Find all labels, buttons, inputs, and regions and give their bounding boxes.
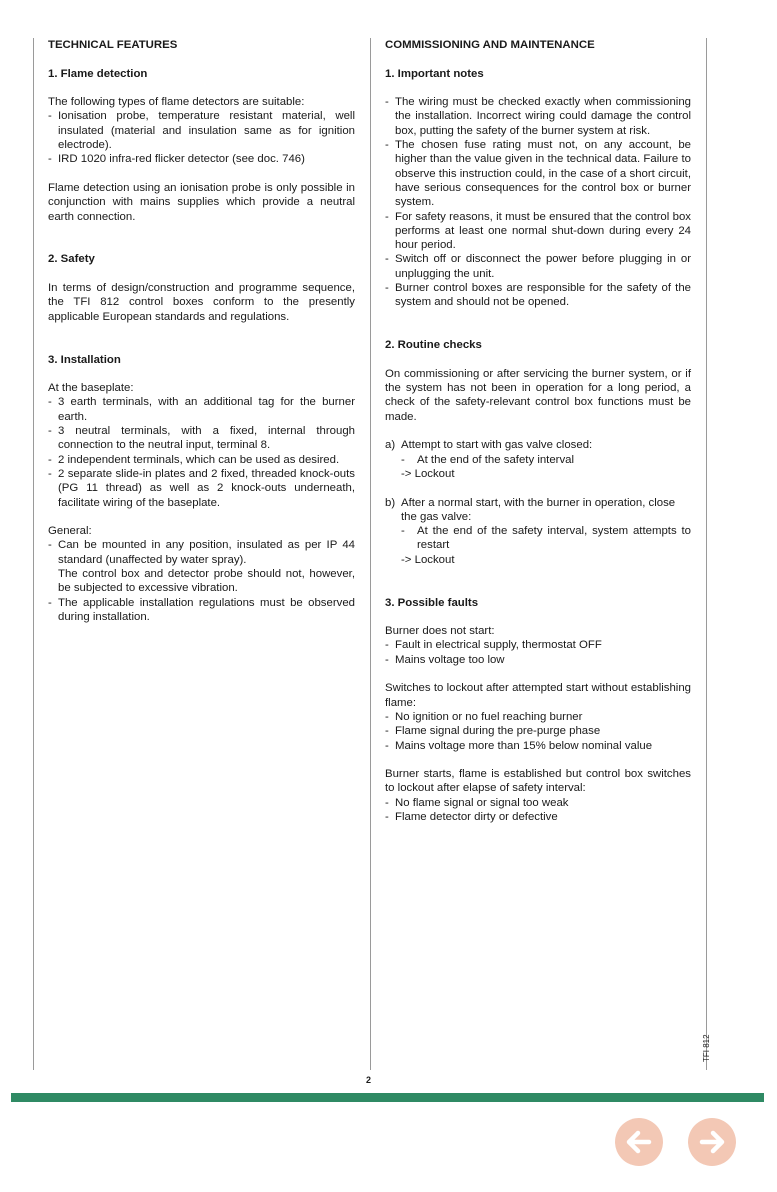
list-item: - Ionisation probe, temperature resistant material, well insulated (material and insulation same as for ignition electrode). bbox=[48, 109, 355, 152]
left-margin-rule bbox=[33, 38, 34, 1070]
list-item: - 2 independent terminals, which can be used as desired. bbox=[48, 453, 355, 467]
list-item: - Burner control boxes are responsible for the safety of the system and should not be opened. bbox=[385, 281, 691, 310]
list-item: - Fault in electrical supply, thermostat OFF bbox=[385, 638, 691, 652]
list-item: - 2 separate slide-in plates and 2 fixed, threaded knock-outs (PG 11 thread) as well as 2 knock-outs underneath, facilitate wiring of the baseplate. bbox=[48, 467, 355, 510]
check-a-text: Attempt to start with gas valve closed: bbox=[401, 439, 593, 452]
arrow-left-icon bbox=[615, 1118, 663, 1166]
arrow-right-icon bbox=[688, 1118, 736, 1166]
fault-group-1-list bbox=[385, 638, 691, 667]
check-a-result: -> Lockout bbox=[401, 467, 455, 480]
page-number: 2 bbox=[366, 1075, 372, 1085]
fault-group-3-list bbox=[385, 796, 691, 825]
list-item-text: Can be mounted in any position, insulated as per IP 44 standard (unaffected by water spray). bbox=[58, 539, 355, 566]
check-b-step: - At the end of the safety interval, system attempts to restart bbox=[385, 524, 691, 553]
list-item: - No ignition or no fuel reaching burner bbox=[385, 710, 691, 724]
fault-group-2-label: Switches to lockout after attempted start without establishing flame: bbox=[385, 682, 691, 709]
list-item: - The wiring must be checked exactly when commissioning the installation. Incorrect wiring could damage the control box, putting the safety of the burner system at risk. bbox=[385, 95, 691, 138]
flame-detection-intro: The following types of flame detectors are suitable: bbox=[48, 96, 305, 109]
column-divider-rule bbox=[370, 38, 371, 1070]
heading-routine-checks: 2. Routine checks bbox=[385, 339, 482, 352]
list-item: - The applicable installation regulations must be observed during installation. bbox=[48, 596, 355, 625]
fault-group-3-label: Burner starts, flame is established but control box switches to lockout after elapse of safety interval: bbox=[385, 768, 691, 795]
check-b-text: After a normal start, with the burner in operation, close the gas valve: bbox=[401, 496, 676, 523]
check-a-step: - At the end of the safety interval bbox=[385, 453, 691, 467]
section-title-commissioning: COMMISSIONING AND MAINTENANCE bbox=[385, 39, 595, 51]
list-item: - Flame detector dirty or defective bbox=[385, 810, 691, 824]
flame-detector-list bbox=[48, 109, 355, 166]
check-b bbox=[385, 496, 691, 525]
safety-text: In terms of design/construction and programme sequence, the TFI 812 control boxes conform to the presently applicable European standards and regulations. bbox=[48, 282, 355, 323]
section-title-technical-features: TECHNICAL FEATURES bbox=[48, 39, 178, 51]
next-page-button[interactable] bbox=[688, 1118, 736, 1166]
general-label: General: bbox=[48, 525, 92, 538]
heading-possible-faults: 3. Possible faults bbox=[385, 596, 479, 609]
footer-bar bbox=[11, 1093, 764, 1102]
previous-page-button[interactable] bbox=[615, 1118, 663, 1166]
flame-detection-note: Flame detection using an ionisation probe is only possible in conjunction with mains supplies which provide a neutral earth connection. bbox=[48, 181, 355, 223]
list-item: - The chosen fuse rating must not, on any account, be higher than the value given in the technical data. Failure to observe this instruction could, in the case of a short circuit, have serious consequences for the control box or burner system. bbox=[385, 138, 691, 209]
heading-flame-detection: 1. Flame detection bbox=[48, 67, 148, 80]
fault-group-1-label: Burner does not start: bbox=[385, 625, 495, 638]
check-a-marker: a) bbox=[385, 439, 396, 452]
check-a bbox=[385, 438, 691, 452]
document-reference: TFI 812 bbox=[702, 1034, 711, 1062]
list-item: - No flame signal or signal too weak bbox=[385, 796, 691, 810]
important-notes-list bbox=[385, 95, 691, 309]
general-list bbox=[48, 538, 355, 624]
left-column bbox=[48, 38, 355, 624]
list-item: - Mains voltage more than 15% below nominal value bbox=[385, 739, 691, 753]
heading-safety: 2. Safety bbox=[48, 253, 95, 266]
baseplate-label: At the baseplate: bbox=[48, 382, 134, 395]
baseplate-list bbox=[48, 395, 355, 509]
list-item bbox=[48, 538, 355, 595]
fault-group-2-list bbox=[385, 710, 691, 753]
list-item: - IRD 1020 infra-red flicker detector (see doc. 746) bbox=[48, 152, 355, 166]
list-item: - Mains voltage too low bbox=[385, 653, 691, 667]
heading-installation: 3. Installation bbox=[48, 353, 121, 366]
list-item: - Switch off or disconnect the power before plugging in or unplugging the unit. bbox=[385, 252, 691, 281]
routine-checks-intro: On commissioning or after servicing the burner system, or if the system has not been in operation for a long period, a check of the safety-relevant control box functions must be made. bbox=[385, 367, 691, 423]
right-margin-rule bbox=[706, 38, 707, 1070]
list-item: - For safety reasons, it must be ensured that the control box performs at least one normal shut-down during every 24 hour period. bbox=[385, 210, 691, 253]
list-item: - 3 neutral terminals, with a fixed, internal through connection to the neutral input, terminal 8. bbox=[48, 424, 355, 453]
right-column bbox=[385, 38, 691, 824]
list-item: - Flame signal during the pre-purge phase bbox=[385, 724, 691, 738]
list-item-continuation: The control box and detector probe should not, however, be subjected to excessive vibration. bbox=[58, 567, 355, 595]
heading-important-notes: 1. Important notes bbox=[385, 67, 484, 80]
check-b-result: -> Lockout bbox=[401, 553, 455, 566]
check-b-marker: b) bbox=[385, 496, 396, 509]
list-item: - 3 earth terminals, with an additional tag for the burner earth. bbox=[48, 395, 355, 424]
